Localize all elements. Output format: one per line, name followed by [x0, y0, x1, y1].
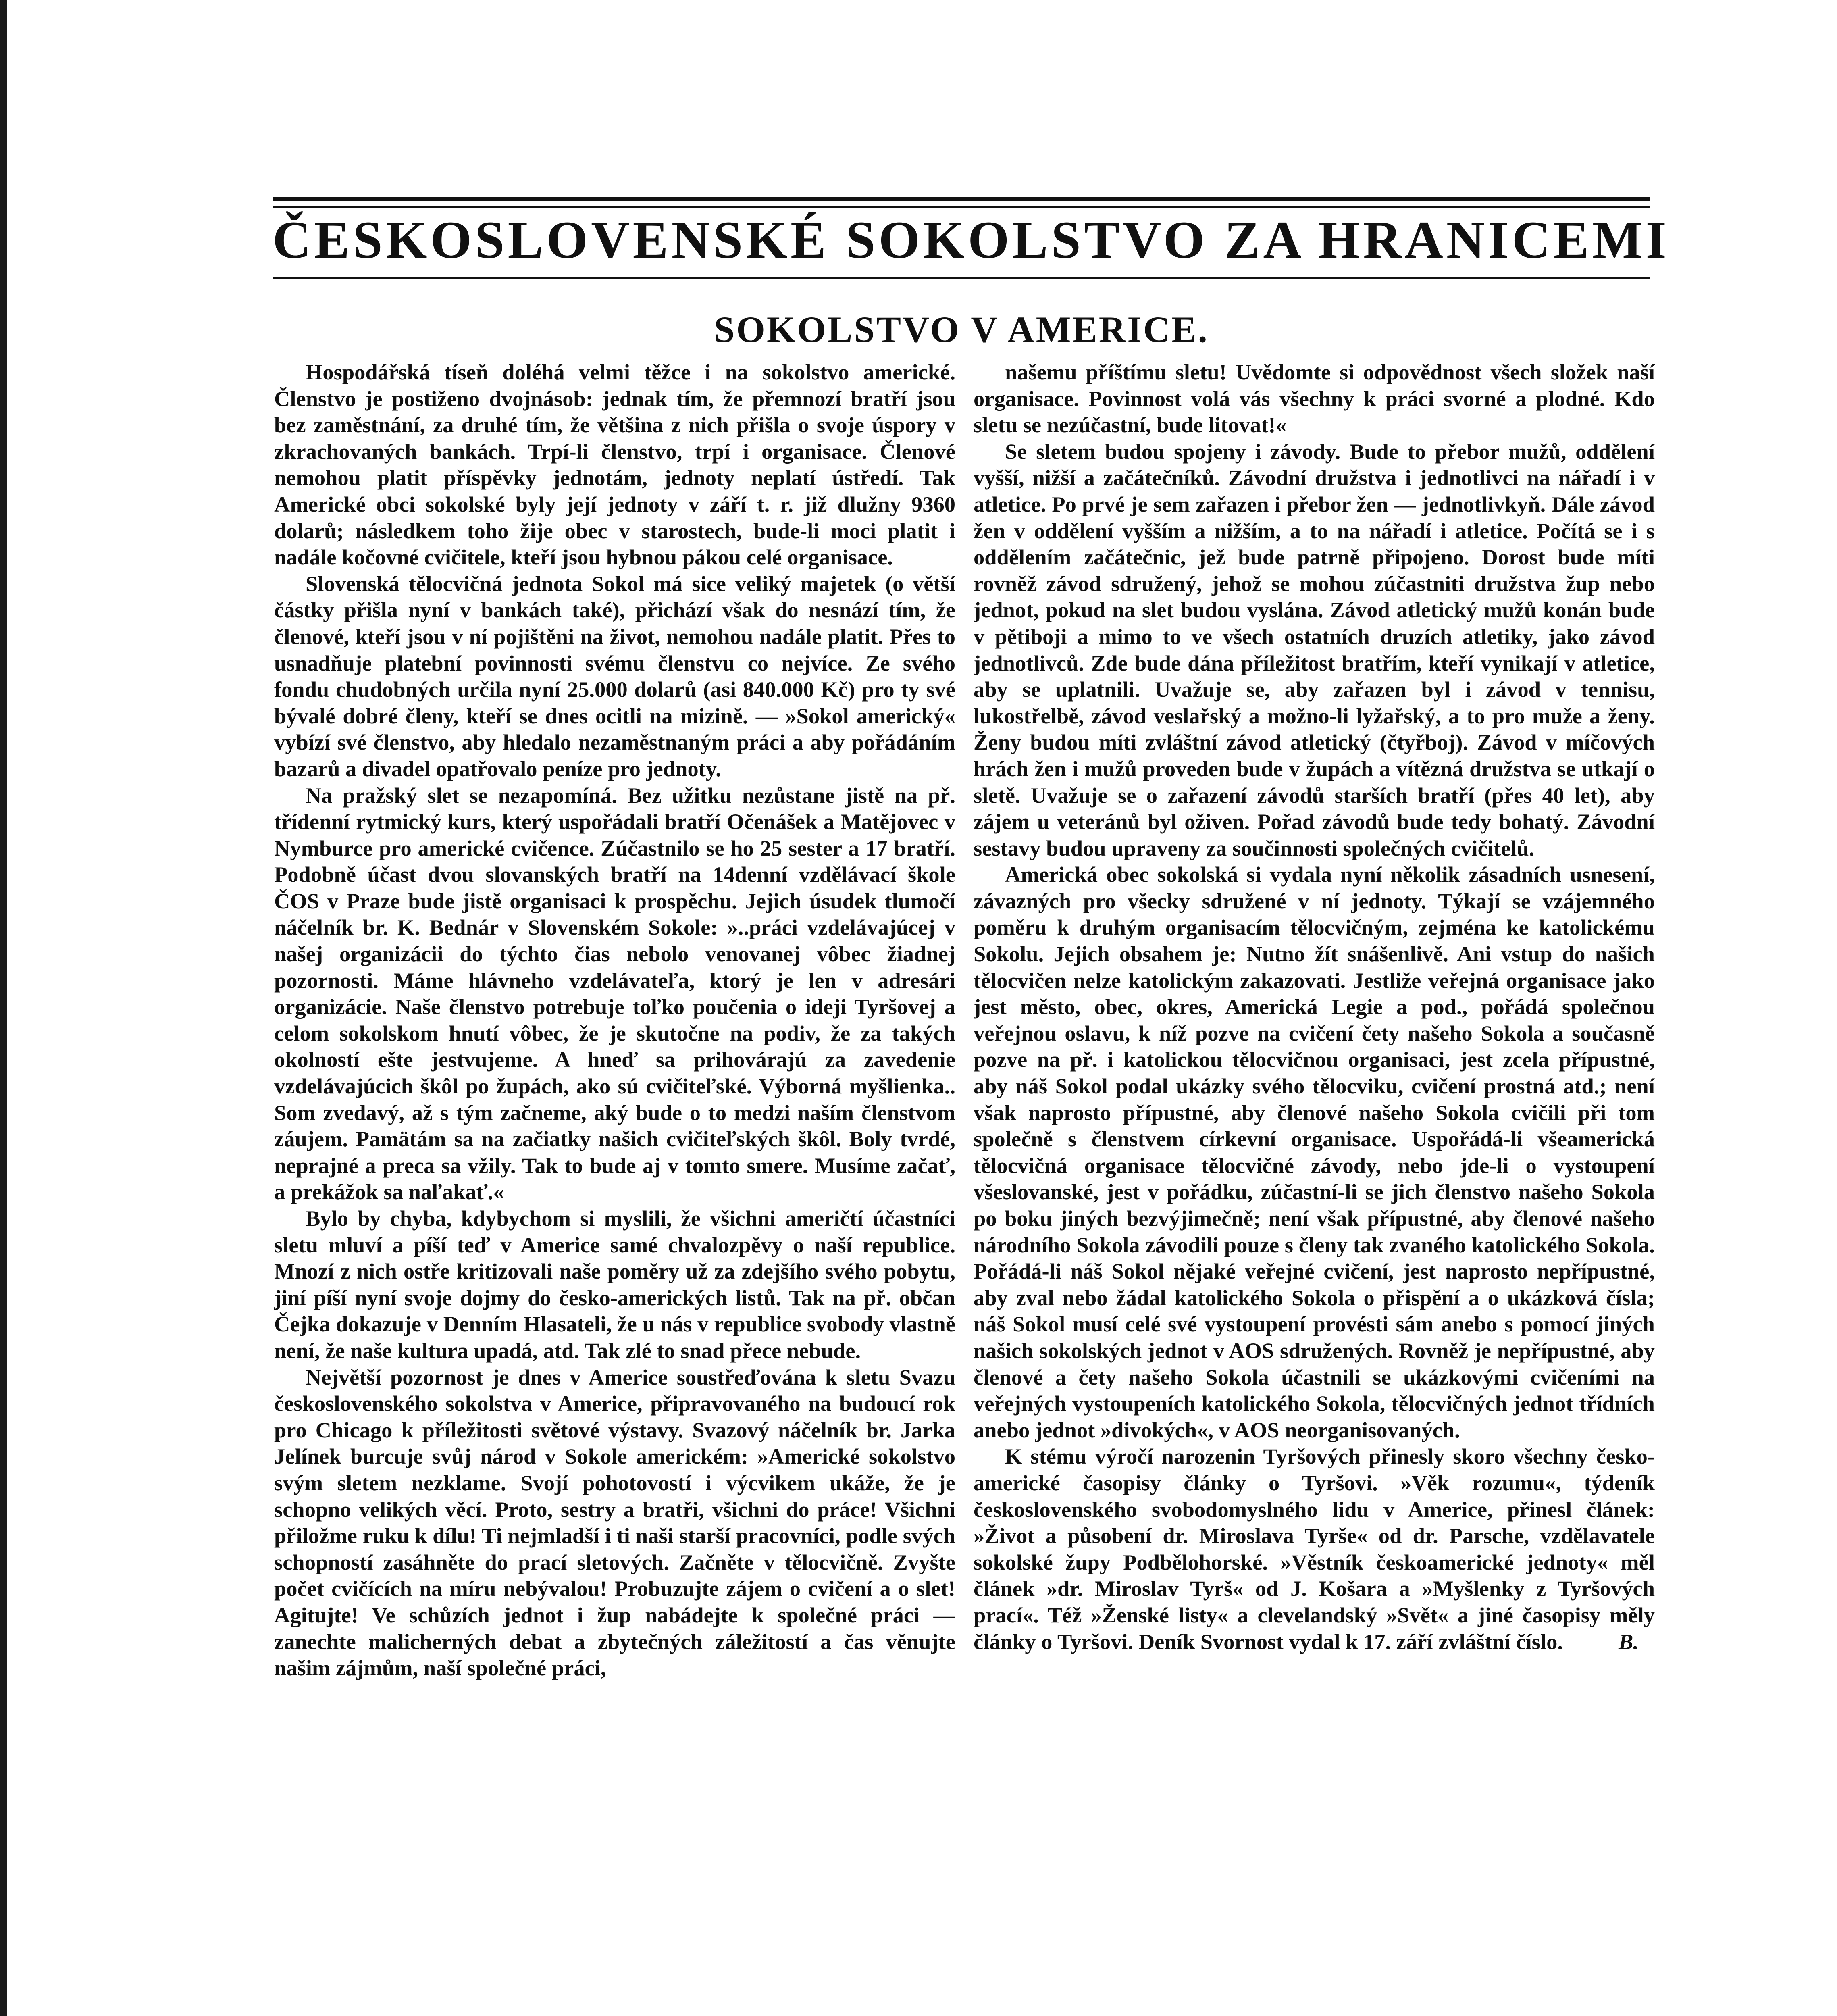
- article-title: SOKOLSTVO V AMERICE.: [714, 309, 1209, 350]
- header-rule-bottom: [273, 277, 1650, 279]
- paragraph: Největší pozornost je dnes v Americe soustřeďována k sletu Svazu československého sokolstva v Americe, připravovaného na budoucí rok pro Chicago k příležitosti světové výstavy. Svazový náčelník br. Jarka Jelínek burcuje svůj národ v Sokole americkém: »Americké sokolstvo svým sletem nezklame. Svojí pohotovostí i výcvikem ukáže, že je schopno velikých věcí. Proto, sestry a bratři, všichni do práce! Všichni přiložme ruku k dílu! Ti nejmladší i ti naši starší pracovníci, podle svých schopností zasáhněte do prací sletových. Začněte v tělocvičně. Zvyšte počet cvičících na míru nebývalou! Probuzujte zájem o cvičení a o slet! Agitujte! Ve schůzích jednot i žup nabádejte k společné práci — zanechte malicherných debat a zbytečných záležitostí a čas věnujte našim zájmům, naší společné práci,: [274, 1364, 955, 1681]
- paragraph: Na pražský slet se nezapomíná. Bez užitku nezůstane jistě na př. třídenní rytmický kurs, který uspořádali bratří Očenášek a Matějovec v Nymburce pro americké cvičence. Zúčastnilo se ho 25 sester a 17 bratří. Podobně účast dvou slovanských bratří na 14denní vzdělávací škole ČOS v Praze bude jistě organisaci k prospěchu. Jejich úsudek tlumočí náčelník br. K. Bednár v Slovenském Sokole: »..práci vzdelávajúcej v našej organizácii do týchto čias nebolo venovanej vôbec žiadnej pozornosti. Máme hlávneho vzdelávateľa, ktorý je len v adresári organizácie. Naše členstvo potrebuje toľko poučenia o ideji Tyršovej a celom sokolskom hnutí vôbec, že je skutočne na podiv, že za takých okolností ešte jestvujeme. A hneď sa prihovárajú za zavedenie vzdelávajúcich škôl po župách, ako sú cvičiteľské. Výborná myšlienka.. Som zvedavý, až s tým začneme, aký bude o to medzi naším členstvom záujem. Pamätám sa na začiatky našich cvičiteľských škôl. Boly tvrdé, neprajné a preca sa vžily. Tak to bude aj v tomto smere. Musíme začať, a prekážok sa naľakať.«: [274, 783, 955, 1204]
- paragraph: Hospodářská tíseň doléhá velmi těžce i na sokolstvo americké. Členstvo je postiženo dvojnásob: jednak tím, že přemnozí bratří jsou bez zaměstnání, za druhé tím, že většina z nich přišla o svoje úspory v zkrachovaných bankách. Trpí-li členstvo, trpí i organisace. Členové nemohou platit příspěvky jednotám, jednoty neplatí ústředí. Tak Americké obci sokolské byly její jednoty v září t. r. již dlužny 9360 dolarů; následkem toho žije obec v starostech, bude-li moci platit i nadále kočovné cvičitele, kteří jsou hybnou pákou celé organisace.: [274, 360, 955, 570]
- paragraph: Americká obec sokolská si vydala nyní několik zásadních usnesení, závazných pro všecky sdružené v ní jednoty. Týkají se vzájemného poměru k druhým organisacím tělocvičným, zejména ke katolickému Sokolu. Jejich obsahem je: Nutno žít snášenlivě. Ani vstup do našich tělocvičen nelze katolickým zakazovati. Jestliže veřejná organisace jako jest město, obec, okres, Americká Legie a pod., pořádá společnou veřejnou oslavu, k níž pozve na cvičení čety našeho Sokola a současně pozve na př. i katolickou tělocvičnou organisaci, jest zcela přípustné, aby náš Sokol podal ukázky svého tělocviku, cvičení prostná atd.; není však naprosto přípustné, aby členové našeho Sokola cvičili při tom společně s členstvem církevní organisace. Uspořádá-li všeamerická tělocvičná organisace tělocvičné závody, nebo jde-li o vystoupení všeslovanské, jest v pořádku, zúčastní-li se jich členstvo našeho Sokola po boku jiných bezvýjimečně; není však přípustné, aby členové našeho národního Sokola závodili pouze s členy tak zvaného katolického Sokola. Pořádá-li náš Sokol nějaké veřejné cvičení, jest naprosto nepřípustné, aby zval nebo žádal katolického Sokola o přispění a o ukázková čísla; náš Sokol musí celé své vystoupení provésti sám anebo s pomocí jiných našich sokolských jednot v AOS sdružených. Rovněž je nepřípustné, aby členové a čety našeho Sokola účastnili se ukázkovými cvičeními na veřejných vystoupeních katolického Sokola, tělocvičných jednot třídních anebo jednot »divokých«, v AOS neorganisovaných.: [974, 862, 1655, 1442]
- paragraph: Slovenská tělocvičná jednota Sokol má sice veliký majetek (o větší částky přišla nyní v bankách také), přichází však do nesnází tím, že členové, kteří jsou v ní pojištěni na život, nemohou nadále platit. Přes to usnadňuje platební povinnosti svému členstvu co nejvíce. Ze svého fondu chudobných určila nyní 25.000 dolarů (asi 840.000 Kč) pro ty své bývalé dobré členy, kteří se dnes ocitli na mizině. — »Sokol americký« vybízí své členstvo, aby hledalo nezaměstnaným práci a aby pořádáním bazarů a divadel opatřovalo peníze pro jednoty.: [274, 571, 955, 781]
- paragraph: Se sletem budou spojeny i závody. Bude to přebor mužů, oddělení vyšší, nižší a začátečníků. Závodní družstva i jednotlivci na nářadí i v atletice. Po prvé je sem zařazen i přebor žen — jednotlivkyň. Dále závod žen v oddělení vyšším a nižším, a to na nářadí i atletice. Počítá se i s oddělením začátečnic, jež bude patrně připojeno. Dorost bude míti rovněž závod sdružený, jehož se mohou zúčastniti družstva žup nebo jednot, pokud na slet budou vyslána. Závod atletický mužů konán bude v pětiboji a mimo to ve všech ostatních druzích atletiky, jako závod jednotlivců. Zde bude dána příležitost bratřím, kteří vynikají v atletice, aby se uplatnili. Uvažuje se, aby zařazen byl i závod v tennisu, lukostřelbě, závod veslařský a možno-li lyžařský, a to pro muže a ženy. Ženy budou míti zvláštní závod atletický (čtyřboj). Závod v míčových hrách žen i mužů proveden bude v župách a vítězná družstva se utkají o sletě. Uvažuje se o zařazení závodů starších bratří (přes 40 let), aby zájem u veteránů byl oživen. Pořad závodů bude tedy bohatý. Závodní sestavy budou upraveny za součinnosti společných cvičitelů.: [974, 439, 1655, 860]
- section-title: ČESKOSLOVENSKÉ SOKOLSTVO ZA HRANICEMI: [273, 210, 1670, 269]
- author-signature: B.: [1619, 1629, 1639, 1654]
- paragraph-last: [974, 1443, 1655, 1655]
- paragraph: našemu příštímu sletu! Uvědomte si odpovědnost všech složek naší organisace. Povinnost volá vás všechny k práci svorné a plodné. Kdo sletu se nezúčastní, bude litovat!«: [974, 360, 1655, 437]
- text-column-right: [974, 359, 1655, 1980]
- text-column-left: [274, 359, 955, 1980]
- header-rule-top-thin: [273, 206, 1650, 208]
- header-rule-top: [273, 197, 1650, 201]
- paragraph-text: K stému výročí narozenin Tyršových přinesly skoro všechny česko-americké časopisy články o Tyršovi. »Věk rozumu«, týdeník československého svobodomyslného lidu v Americe, přinesl článek: »Život a působení dr. Miroslava Tyrše« od dr. Parsche, vzdělavatele sokolské župy Podbělohorské. »Věstník českoamerické jednoty« měl článek »dr. Miroslav Tyrš« od J. Košara a »Myšlenky z Tyršových prací«. Též »Ženské listy« a clevelandský »Svět« a jiné časopisy měly články o Tyršovi. Deník Svornost vydal k 17. září zvláštní číslo.: [974, 1444, 1655, 1654]
- paragraph: Bylo by chyba, kdybychom si myslili, že všichni američtí účastníci sletu mluví a píší teď v Americe samé chvalozpěvy o naší republice. Mnozí z nich ostře kritizovali naše poměry už za zdejšího svého pobytu, jiní píší nyní svoje dojmy do česko-amerických listů. Tak na př. občan Čejka dokazuje v Denním Hlasateli, že u nás v republice svobody vlastně není, že naše kultura upadá, atd. Tak zlé to snad přece nebude.: [274, 1206, 955, 1363]
